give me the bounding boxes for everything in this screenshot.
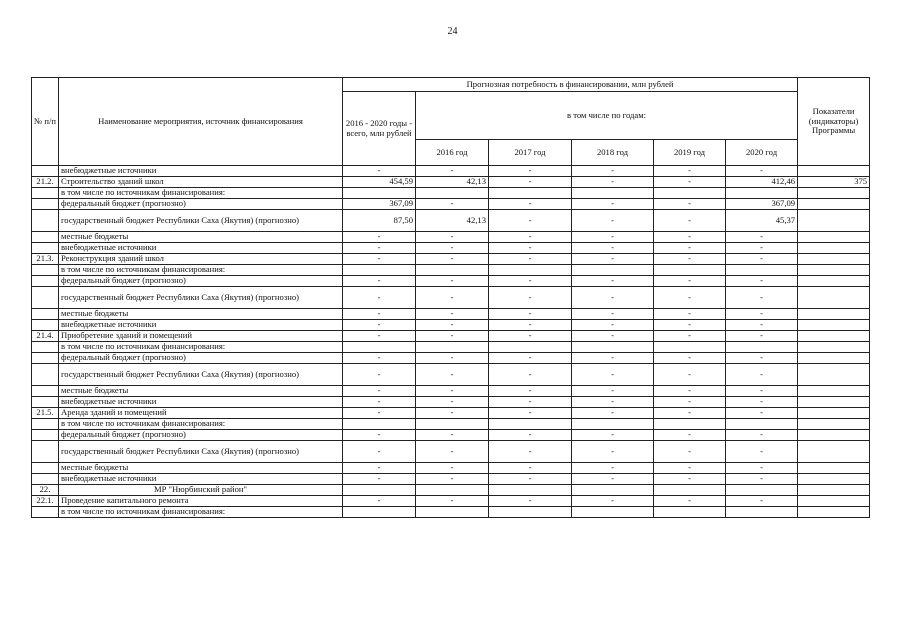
row-year-value: - bbox=[654, 210, 726, 232]
row-year-value bbox=[726, 485, 798, 496]
row-total: 367,09 bbox=[343, 199, 416, 210]
row-year-value bbox=[416, 485, 489, 496]
row-year-value: - bbox=[572, 287, 654, 309]
row-year-value: - bbox=[654, 408, 726, 419]
header-group-title: Прогнозная потребность в финансировании, млн рублей bbox=[343, 78, 798, 92]
row-total: - bbox=[343, 364, 416, 386]
row-year-value bbox=[416, 188, 489, 199]
row-indicator bbox=[798, 199, 870, 210]
row-number: 21.5. bbox=[32, 408, 59, 419]
row-total: - bbox=[343, 474, 416, 485]
row-indicator bbox=[798, 353, 870, 364]
page-number: 24 bbox=[447, 26, 458, 37]
row-year-value: - bbox=[416, 463, 489, 474]
header-indicators: Показатели (индикаторы) Программы bbox=[798, 78, 870, 166]
row-year-value: - bbox=[489, 474, 572, 485]
row-year-value: - bbox=[416, 320, 489, 331]
row-total bbox=[343, 485, 416, 496]
row-year-value bbox=[654, 265, 726, 276]
table-row bbox=[32, 496, 870, 507]
row-name: МР "Нюрбинский район" bbox=[59, 485, 343, 496]
row-total: 454,59 bbox=[343, 177, 416, 188]
row-year-value: - bbox=[654, 232, 726, 243]
row-year-value: - bbox=[489, 177, 572, 188]
header-num: № п/п bbox=[32, 78, 59, 166]
table-row bbox=[32, 441, 870, 463]
row-year-value bbox=[726, 342, 798, 353]
row-year-value: - bbox=[416, 276, 489, 287]
row-name: местные бюджеты bbox=[59, 232, 343, 243]
row-year-value: - bbox=[572, 166, 654, 177]
row-total: - bbox=[343, 386, 416, 397]
row-year-value: - bbox=[416, 243, 489, 254]
row-year-value: - bbox=[416, 254, 489, 265]
row-year-value: - bbox=[489, 441, 572, 463]
table-row bbox=[32, 320, 870, 331]
row-year-value: - bbox=[416, 199, 489, 210]
row-year-value: - bbox=[654, 474, 726, 485]
row-indicator bbox=[798, 254, 870, 265]
table-row bbox=[32, 199, 870, 210]
row-total: - bbox=[343, 232, 416, 243]
row-year-value: - bbox=[489, 232, 572, 243]
row-name: в том числе по источникам финансирования: bbox=[59, 419, 343, 430]
row-number bbox=[32, 386, 59, 397]
row-year-value: - bbox=[726, 463, 798, 474]
row-total: - bbox=[343, 496, 416, 507]
row-year-value: - bbox=[726, 309, 798, 320]
row-indicator bbox=[798, 364, 870, 386]
row-year-value: - bbox=[726, 243, 798, 254]
row-year-value: - bbox=[572, 232, 654, 243]
row-total: - bbox=[343, 309, 416, 320]
row-year-value bbox=[572, 342, 654, 353]
row-year-value: - bbox=[572, 463, 654, 474]
row-indicator bbox=[798, 441, 870, 463]
table-row bbox=[32, 232, 870, 243]
row-year-value bbox=[654, 507, 726, 518]
header-year-2016: 2016 год bbox=[416, 140, 489, 166]
row-year-value: - bbox=[726, 474, 798, 485]
row-indicator bbox=[798, 485, 870, 496]
row-total bbox=[343, 188, 416, 199]
table-row-section bbox=[32, 485, 870, 496]
row-number bbox=[32, 342, 59, 353]
row-year-value: - bbox=[489, 496, 572, 507]
header-name: Наименование мероприятия, источник финансирования bbox=[59, 78, 343, 166]
table-row bbox=[32, 419, 870, 430]
row-year-value: - bbox=[654, 463, 726, 474]
row-name: государственный бюджет Республики Саха (Якутия) (прогнозно) bbox=[59, 364, 343, 386]
row-total bbox=[343, 419, 416, 430]
row-name: местные бюджеты bbox=[59, 463, 343, 474]
row-total: - bbox=[343, 254, 416, 265]
row-number bbox=[32, 210, 59, 232]
row-year-value: - bbox=[489, 397, 572, 408]
row-number bbox=[32, 243, 59, 254]
row-year-value bbox=[489, 507, 572, 518]
header-by-years: в том числе по годам: bbox=[416, 92, 798, 140]
row-year-value bbox=[416, 265, 489, 276]
row-year-value bbox=[416, 419, 489, 430]
row-year-value: - bbox=[416, 232, 489, 243]
row-year-value bbox=[489, 485, 572, 496]
row-year-value: - bbox=[726, 386, 798, 397]
row-year-value bbox=[489, 188, 572, 199]
row-year-value: - bbox=[572, 254, 654, 265]
row-year-value: - bbox=[726, 287, 798, 309]
row-year-value: - bbox=[489, 276, 572, 287]
row-indicator bbox=[798, 287, 870, 309]
row-year-value: - bbox=[726, 408, 798, 419]
row-year-value: - bbox=[572, 397, 654, 408]
header-year-2019: 2019 год bbox=[654, 140, 726, 166]
row-year-value bbox=[489, 342, 572, 353]
row-year-value bbox=[726, 265, 798, 276]
row-year-value bbox=[572, 188, 654, 199]
row-year-value: - bbox=[572, 441, 654, 463]
row-year-value: - bbox=[654, 177, 726, 188]
row-year-value: - bbox=[572, 210, 654, 232]
row-name: государственный бюджет Республики Саха (Якутия) (прогнозно) bbox=[59, 441, 343, 463]
row-total: - bbox=[343, 397, 416, 408]
row-year-value: - bbox=[572, 430, 654, 441]
row-year-value bbox=[572, 419, 654, 430]
table-row bbox=[32, 331, 870, 342]
row-name: местные бюджеты bbox=[59, 386, 343, 397]
row-year-value: - bbox=[726, 254, 798, 265]
table-row bbox=[32, 386, 870, 397]
table-row bbox=[32, 430, 870, 441]
row-name: в том числе по источникам финансирования: bbox=[59, 342, 343, 353]
row-year-value: - bbox=[489, 364, 572, 386]
row-total bbox=[343, 507, 416, 518]
table-row bbox=[32, 265, 870, 276]
row-year-value: 42,13 bbox=[416, 210, 489, 232]
row-number bbox=[32, 309, 59, 320]
row-year-value bbox=[726, 188, 798, 199]
row-indicator: 375 bbox=[798, 177, 870, 188]
row-year-value bbox=[572, 265, 654, 276]
row-name: Строительство зданий школ bbox=[59, 177, 343, 188]
row-indicator bbox=[798, 507, 870, 518]
row-year-value: - bbox=[489, 166, 572, 177]
row-indicator bbox=[798, 386, 870, 397]
row-year-value bbox=[654, 342, 726, 353]
table-row bbox=[32, 408, 870, 419]
row-year-value bbox=[416, 342, 489, 353]
row-number bbox=[32, 474, 59, 485]
row-year-value: - bbox=[726, 166, 798, 177]
row-year-value: - bbox=[654, 166, 726, 177]
row-total: - bbox=[343, 441, 416, 463]
row-year-value: - bbox=[416, 386, 489, 397]
row-number bbox=[32, 419, 59, 430]
header-total: 2016 - 2020 годы - всего, млн рублей bbox=[343, 92, 416, 166]
row-year-value: - bbox=[726, 276, 798, 287]
row-number bbox=[32, 232, 59, 243]
row-year-value: 367,09 bbox=[726, 199, 798, 210]
table-row bbox=[32, 188, 870, 199]
row-year-value: - bbox=[654, 441, 726, 463]
row-indicator bbox=[798, 232, 870, 243]
row-number bbox=[32, 353, 59, 364]
row-name: федеральный бюджет (прогнозно) bbox=[59, 199, 343, 210]
header-year-2018: 2018 год bbox=[572, 140, 654, 166]
row-year-value: - bbox=[416, 353, 489, 364]
row-year-value: - bbox=[572, 199, 654, 210]
row-year-value: - bbox=[726, 441, 798, 463]
row-year-value: - bbox=[726, 496, 798, 507]
row-name: Реконструкция зданий школ bbox=[59, 254, 343, 265]
row-year-value: - bbox=[726, 320, 798, 331]
row-year-value bbox=[416, 507, 489, 518]
row-year-value: - bbox=[416, 408, 489, 419]
row-year-value bbox=[726, 419, 798, 430]
row-number bbox=[32, 507, 59, 518]
row-indicator bbox=[798, 463, 870, 474]
row-indicator bbox=[798, 419, 870, 430]
row-year-value: - bbox=[416, 166, 489, 177]
table-row bbox=[32, 463, 870, 474]
row-indicator bbox=[798, 320, 870, 331]
row-year-value: - bbox=[654, 254, 726, 265]
row-number bbox=[32, 397, 59, 408]
row-indicator bbox=[798, 188, 870, 199]
row-number bbox=[32, 188, 59, 199]
row-year-value: - bbox=[489, 243, 572, 254]
row-year-value: - bbox=[654, 430, 726, 441]
row-year-value: - bbox=[489, 254, 572, 265]
row-indicator bbox=[798, 309, 870, 320]
row-year-value: - bbox=[489, 320, 572, 331]
row-name: федеральный бюджет (прогнозно) bbox=[59, 430, 343, 441]
table-row bbox=[32, 364, 870, 386]
row-year-value: - bbox=[572, 243, 654, 254]
row-number: 21.4. bbox=[32, 331, 59, 342]
row-year-value: - bbox=[416, 441, 489, 463]
table-row bbox=[32, 397, 870, 408]
row-total bbox=[343, 342, 416, 353]
table-row bbox=[32, 243, 870, 254]
row-number: 21.3. bbox=[32, 254, 59, 265]
row-year-value: - bbox=[654, 331, 726, 342]
row-year-value: - bbox=[416, 309, 489, 320]
row-number bbox=[32, 276, 59, 287]
row-name: внебюджетные источники bbox=[59, 243, 343, 254]
row-year-value: - bbox=[572, 353, 654, 364]
row-year-value: - bbox=[654, 386, 726, 397]
row-year-value: - bbox=[654, 276, 726, 287]
table-row bbox=[32, 507, 870, 518]
row-year-value: - bbox=[726, 353, 798, 364]
row-year-value bbox=[572, 507, 654, 518]
row-number bbox=[32, 463, 59, 474]
row-year-value: - bbox=[416, 474, 489, 485]
row-year-value: - bbox=[726, 397, 798, 408]
row-year-value: - bbox=[572, 177, 654, 188]
row-year-value: - bbox=[654, 320, 726, 331]
row-year-value: - bbox=[489, 386, 572, 397]
row-total: 87,50 bbox=[343, 210, 416, 232]
row-indicator bbox=[798, 496, 870, 507]
row-name: Проведение капитального ремонта bbox=[59, 496, 343, 507]
row-name: государственный бюджет Республики Саха (Якутия) (прогнозно) bbox=[59, 210, 343, 232]
row-year-value: - bbox=[726, 364, 798, 386]
row-year-value: - bbox=[489, 287, 572, 309]
row-year-value: - bbox=[726, 331, 798, 342]
row-name: внебюджетные источники bbox=[59, 474, 343, 485]
table-row bbox=[32, 474, 870, 485]
row-indicator bbox=[798, 474, 870, 485]
row-indicator bbox=[798, 408, 870, 419]
row-name: в том числе по источникам финансирования: bbox=[59, 265, 343, 276]
row-year-value: - bbox=[654, 243, 726, 254]
row-name: федеральный бюджет (прогнозно) bbox=[59, 353, 343, 364]
table-header bbox=[32, 78, 870, 166]
row-year-value: - bbox=[489, 199, 572, 210]
row-year-value: - bbox=[572, 364, 654, 386]
row-number bbox=[32, 320, 59, 331]
row-year-value: - bbox=[489, 210, 572, 232]
row-name: Приобретение зданий и помещений bbox=[59, 331, 343, 342]
row-number: 21.2. bbox=[32, 177, 59, 188]
table-body bbox=[32, 166, 870, 518]
row-total: - bbox=[343, 430, 416, 441]
row-year-value bbox=[654, 485, 726, 496]
row-number bbox=[32, 199, 59, 210]
row-year-value: - bbox=[416, 364, 489, 386]
row-name: внебюджетные источники bbox=[59, 166, 343, 177]
row-name: государственный бюджет Республики Саха (Якутия) (прогнозно) bbox=[59, 287, 343, 309]
financing-table bbox=[31, 77, 870, 518]
row-year-value: - bbox=[489, 463, 572, 474]
row-year-value: - bbox=[654, 496, 726, 507]
row-year-value: - bbox=[416, 287, 489, 309]
row-indicator bbox=[798, 265, 870, 276]
row-total: - bbox=[343, 353, 416, 364]
table-row bbox=[32, 287, 870, 309]
row-indicator bbox=[798, 276, 870, 287]
table-row bbox=[32, 210, 870, 232]
row-total: - bbox=[343, 287, 416, 309]
row-year-value bbox=[489, 265, 572, 276]
row-number bbox=[32, 364, 59, 386]
row-year-value: - bbox=[726, 430, 798, 441]
table-row bbox=[32, 353, 870, 364]
row-year-value: - bbox=[654, 309, 726, 320]
row-name: местные бюджеты bbox=[59, 309, 343, 320]
row-year-value bbox=[654, 419, 726, 430]
row-number bbox=[32, 287, 59, 309]
row-year-value: - bbox=[489, 430, 572, 441]
row-year-value: - bbox=[572, 309, 654, 320]
table-row bbox=[32, 254, 870, 265]
row-number bbox=[32, 430, 59, 441]
row-number bbox=[32, 166, 59, 177]
row-year-value bbox=[572, 485, 654, 496]
row-number: 22.1. bbox=[32, 496, 59, 507]
row-year-value: - bbox=[654, 287, 726, 309]
row-name: внебюджетные источники bbox=[59, 397, 343, 408]
row-year-value bbox=[726, 507, 798, 518]
row-number bbox=[32, 441, 59, 463]
row-year-value: - bbox=[416, 331, 489, 342]
row-year-value: 42,13 bbox=[416, 177, 489, 188]
row-year-value: 45,37 bbox=[726, 210, 798, 232]
row-total: - bbox=[343, 166, 416, 177]
row-indicator bbox=[798, 430, 870, 441]
row-year-value: - bbox=[654, 397, 726, 408]
header-year-2017: 2017 год bbox=[489, 140, 572, 166]
row-indicator bbox=[798, 331, 870, 342]
row-name: федеральный бюджет (прогнозно) bbox=[59, 276, 343, 287]
row-year-value: - bbox=[489, 408, 572, 419]
table-row bbox=[32, 166, 870, 177]
row-number bbox=[32, 265, 59, 276]
row-year-value: - bbox=[489, 353, 572, 364]
row-total: - bbox=[343, 276, 416, 287]
row-year-value: - bbox=[572, 320, 654, 331]
row-name: в том числе по источникам финансирования: bbox=[59, 507, 343, 518]
row-year-value: - bbox=[726, 232, 798, 243]
row-year-value: - bbox=[654, 353, 726, 364]
row-year-value: - bbox=[654, 364, 726, 386]
row-total bbox=[343, 265, 416, 276]
row-indicator bbox=[798, 243, 870, 254]
row-year-value: - bbox=[416, 496, 489, 507]
row-year-value: - bbox=[654, 199, 726, 210]
row-name: внебюджетные источники bbox=[59, 320, 343, 331]
table-row bbox=[32, 309, 870, 320]
row-number: 22. bbox=[32, 485, 59, 496]
row-total: - bbox=[343, 463, 416, 474]
row-year-value: - bbox=[572, 331, 654, 342]
row-year-value: 412,46 bbox=[726, 177, 798, 188]
row-year-value: - bbox=[416, 397, 489, 408]
row-indicator bbox=[798, 342, 870, 353]
row-year-value: - bbox=[416, 430, 489, 441]
row-year-value: - bbox=[572, 408, 654, 419]
row-total: - bbox=[343, 331, 416, 342]
row-name: в том числе по источникам финансирования: bbox=[59, 188, 343, 199]
row-year-value: - bbox=[489, 331, 572, 342]
row-indicator bbox=[798, 397, 870, 408]
row-year-value: - bbox=[572, 276, 654, 287]
row-year-value: - bbox=[572, 386, 654, 397]
row-year-value: - bbox=[572, 474, 654, 485]
row-year-value: - bbox=[489, 309, 572, 320]
row-total: - bbox=[343, 408, 416, 419]
table-row bbox=[32, 276, 870, 287]
row-name: Аренда зданий и помещений bbox=[59, 408, 343, 419]
header-year-2020: 2020 год bbox=[726, 140, 798, 166]
row-indicator bbox=[798, 210, 870, 232]
row-total: - bbox=[343, 320, 416, 331]
row-year-value bbox=[489, 419, 572, 430]
row-year-value bbox=[654, 188, 726, 199]
table-row bbox=[32, 342, 870, 353]
row-indicator bbox=[798, 166, 870, 177]
row-total: - bbox=[343, 243, 416, 254]
row-year-value: - bbox=[572, 496, 654, 507]
table-row bbox=[32, 177, 870, 188]
